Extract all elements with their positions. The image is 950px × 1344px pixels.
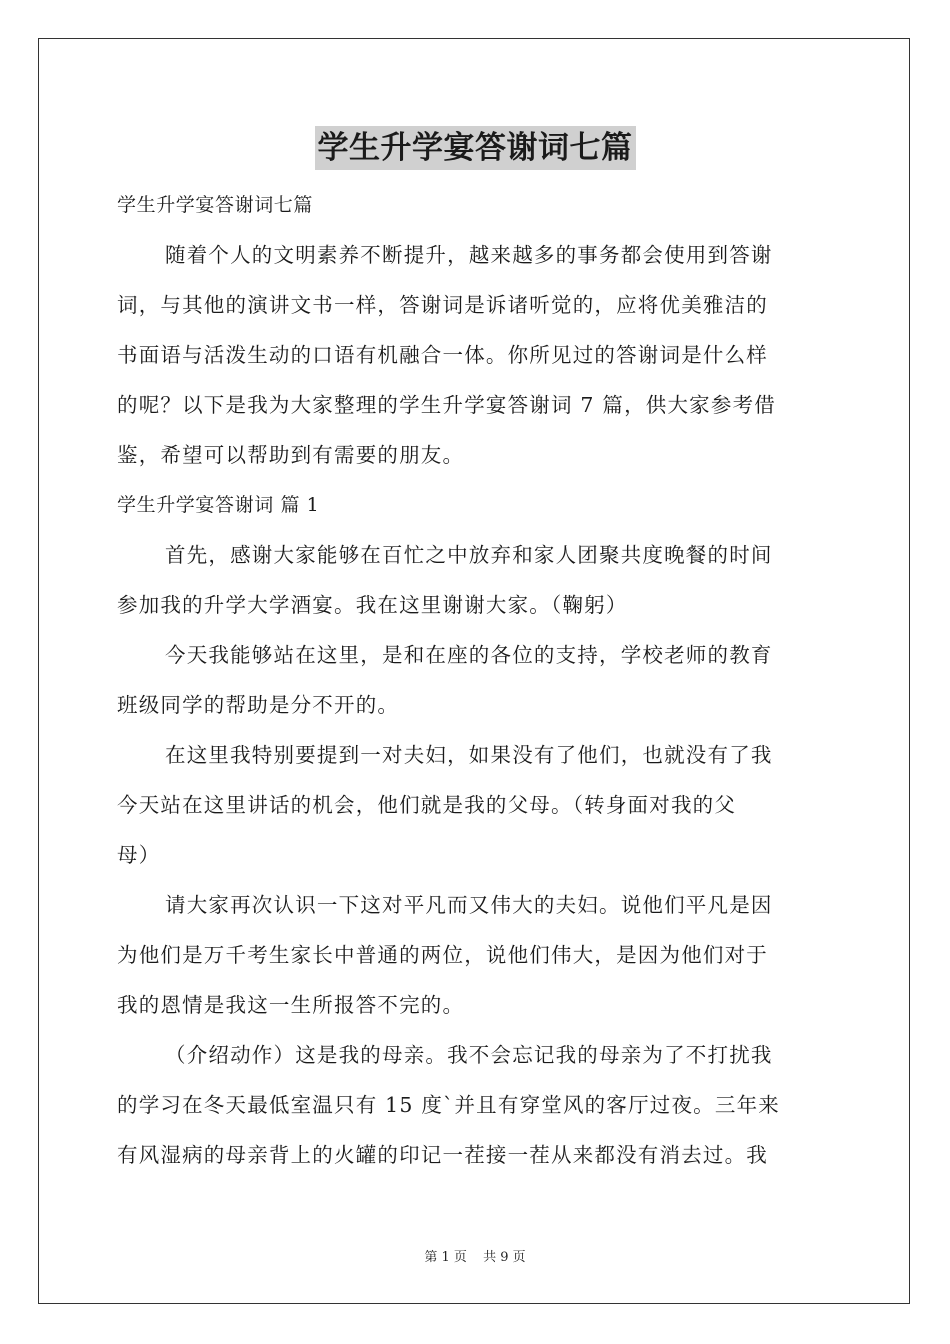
text-line: 请大家再次认识一下这对平凡而又伟大的夫妇。说他们平凡是因: [165, 893, 773, 917]
section-heading: 学生升学宴答谢词七篇: [117, 194, 314, 216]
text-line: 今天我能够站在这里，是和在座的各位的支持，学校老师的教育: [165, 643, 773, 667]
text-line: 的呢？以下是我为大家整理的学生升学宴答谢词 7 篇，供大家参考借: [117, 393, 776, 417]
page-number: 第 1 页: [424, 1250, 467, 1265]
text-line: 首先，感谢大家能够在百忙之中放弃和家人团聚共度晚餐的时间: [165, 543, 773, 567]
text-line: （介绍动作）这是我的母亲。我不会忘记我的母亲为了不打扰我: [165, 1043, 773, 1067]
text-line: 今天站在这里讲话的机会，他们就是我的父母。（转身面对我的父: [117, 793, 737, 817]
title-container: [0, 126, 950, 170]
text-line: 鉴，希望可以帮助到有需要的朋友。: [117, 443, 465, 467]
text-line: 随着个人的文明素养不断提升，越来越多的事务都会使用到答谢: [165, 243, 773, 267]
text-line: 有风湿病的母亲背上的火罐的印记一茬接一茬从来都没有消去过。我: [117, 1143, 768, 1167]
page-footer: [0, 1246, 950, 1265]
text-line: 的学习在冬天最低室温只有 15 度`并且有穿堂风的客厅过夜。三年来: [117, 1093, 780, 1117]
text-line: 我的恩情是我这一生所报答不完的。: [117, 993, 465, 1017]
text-line: 书面语与活泼生动的口语有机融合一体。你所见过的答谢词是什么样: [117, 343, 768, 367]
text-line: 母）: [117, 843, 161, 867]
page-total: 共 9 页: [483, 1250, 526, 1265]
text-line: 词，与其他的演讲文书一样，答谢词是诉诸听觉的，应将优美雅洁的: [117, 293, 768, 317]
section-heading: 学生升学宴答谢词 篇 1: [117, 494, 320, 516]
document-body: [117, 180, 833, 1180]
text-line: 在这里我特别要提到一对夫妇，如果没有了他们，也就没有了我: [165, 743, 773, 767]
text-line: 参加我的升学大学酒宴。我在这里谢谢大家。（鞠躬）: [117, 593, 628, 617]
text-line: 班级同学的帮助是分不开的。: [117, 693, 400, 717]
text-line: 为他们是万千考生家长中普通的两位，说他们伟大，是因为他们对于: [117, 943, 768, 967]
document-title: 学生升学宴答谢词七篇: [315, 126, 636, 170]
